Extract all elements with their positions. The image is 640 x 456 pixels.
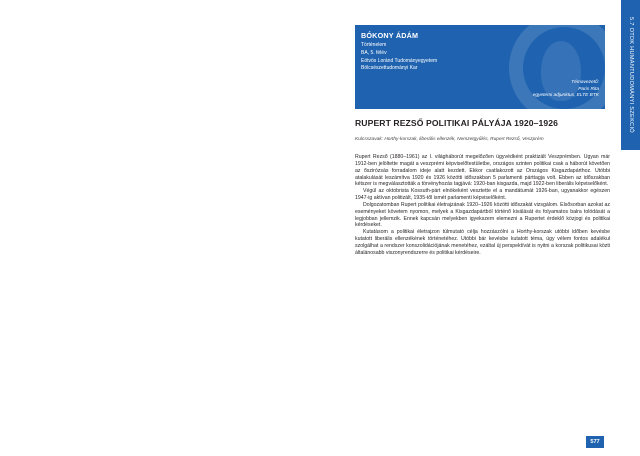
supervisor-name: Paris Rita [578, 86, 599, 92]
body-paragraph: Kutatásom a politikai életrajzon túlmutató célja hozzászólni a Horthy-korszak utóbbi időben kevésbe kutatott liberális ellenzékének történetéhez. Utóbbi bár kevésbe kutatott téma, úgy vélem fontos adalékul szolgálhat a rendszer konszolidációjának menetéhez, ezáltal új perspektívát is nyitni a korszak politikusai közti általánosabb viszonyrendszerre és politikai kérdéseire. [355, 229, 610, 256]
author-info [361, 42, 437, 73]
section-side-label [621, 0, 640, 150]
body-paragraph: Végül az oktobrista Kossuth-párt elnökeként vesztette el a mandátumát 1926-ban, ugyanakkor egészen 1947-ig aktívan politizált, 1935-től ismét parlamenti képviselőként. [355, 188, 610, 202]
section-side-text: 5.7 OTDK HUMÁNTUDOMÁNYI SZEKCIÓ [627, 17, 634, 133]
page-number: 577 [586, 436, 604, 448]
article-body [355, 154, 610, 257]
article-title: RUPERT REZSŐ POLITIKAI PÁLYÁJA 1920–1926 [355, 118, 558, 128]
author-header-box [355, 25, 605, 109]
body-paragraph: Dolgozatomban Rupert politikai életrajzának 1920–1926 közötti időszakát vizsgálom. Elsősorban azokat az eseményeket követem nyomon, melyek a Kisgazdapártból történő kiválását és folyamatos balra tolódását a legjobban jellemzik. Ennek kapcsán melyekben igyekszem elemezni a Rupertet érdeklő közjogi és politikai kérdéseket. [355, 201, 610, 229]
author-info-semester: BA, 5. félév [361, 49, 387, 56]
author-name: BÓKONY ÁDÁM [361, 31, 419, 40]
article-keywords: Kulcsszavak: Horthy-korszak, liberális ellenzék, Nemzetgyűlés, Rupert Rezső, Veszprém [355, 137, 544, 142]
supervisor-title: egyetemi adjunktus, ELTE BTK [532, 93, 599, 99]
author-info-field: Történelem [361, 42, 387, 48]
supervisor-info [533, 80, 599, 100]
author-info-faculty: Bölcsészettudományi Kar [361, 65, 418, 72]
supervisor-label: Témavezető: [571, 80, 599, 85]
body-paragraph: Rupert Rezső (1880–1961) az I. világháborút megelőzően ügyvédként praktizált Veszprémben. Ugyan már 1912-ben jelöltette magát a veszprémi képviselőtestületbe, országos szinten politikai csak a háborút követően az őszirózsás forradalom ideje alatt kezdett. Ekkor csatlakozott az Országos Kisgazdapárthoz. Utóbbi atalakulását leszámítva 1920 és 1926 közötti időszakban 5 parlamenti párttagja volt. Ebben az időszakban kétszer is megválasztották a törvényhozás tagjává: 1920-ban kisgazda, majd 1922-ben liberális képviselőként. [355, 154, 610, 188]
author-info-university: Eötvös Loránd Tudományegyetem [361, 57, 438, 64]
